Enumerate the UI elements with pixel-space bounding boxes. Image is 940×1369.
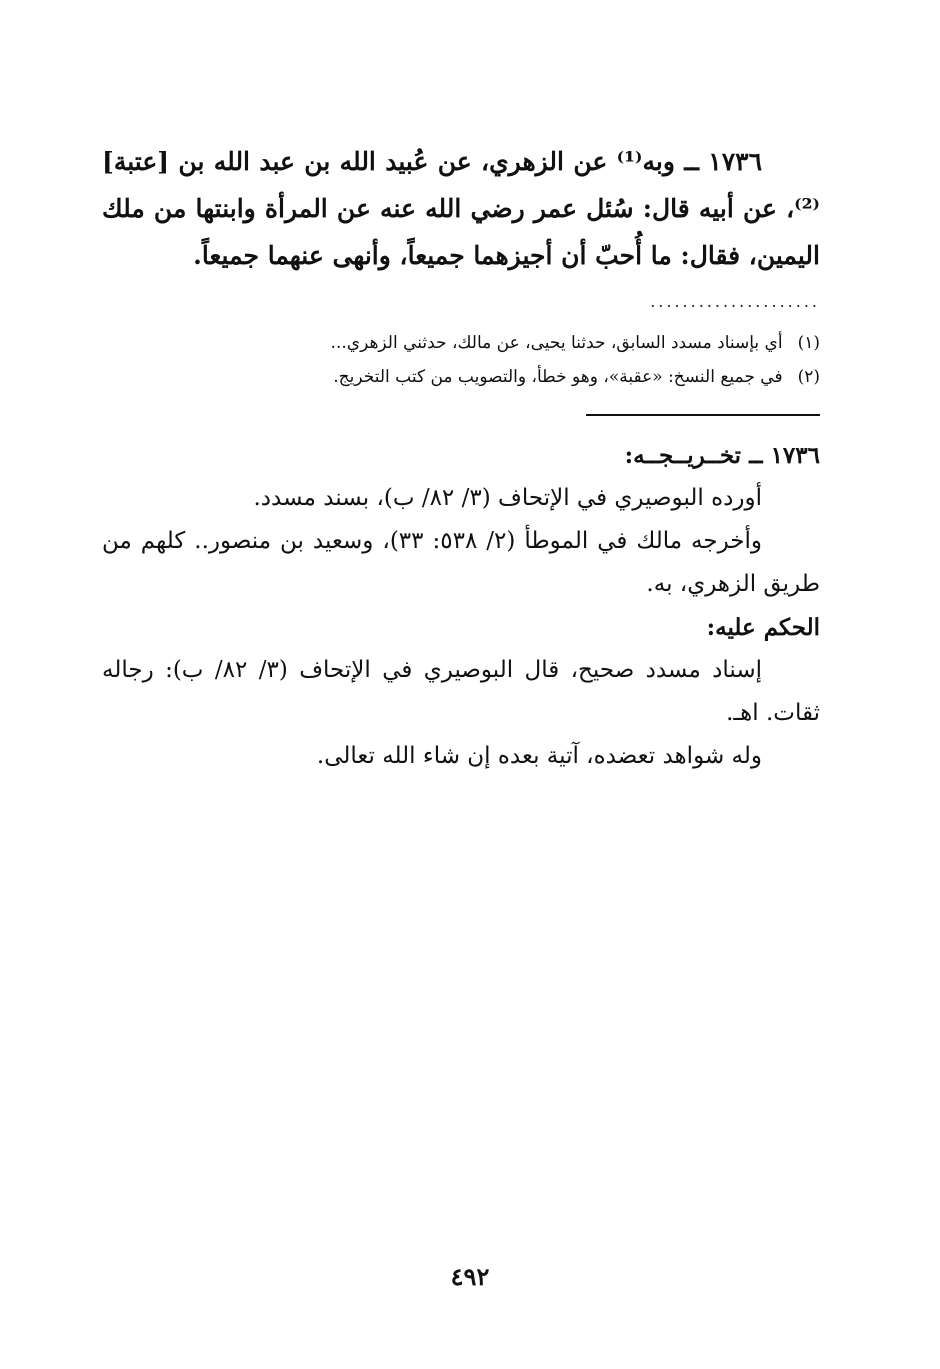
hadith-text-block <box>102 138 820 279</box>
footnotes <box>102 326 820 394</box>
takhrij-paragraph-1: أورده البوصيري في الإتحاف (٣/ ٨٢/ ب)، بسند مسدد. <box>253 485 762 511</box>
hukm-paragraph-2: وله شواهد تعضده، آتية بعده إن شاء الله تعالى. <box>316 743 762 769</box>
takhrij-heading: ١٧٣٦ ــ تخــريــجــه: <box>624 442 820 469</box>
footnote-text: أي بإسناد مسدد السابق، حدثنا يحيى، عن مالك، حدثني الزهري... <box>330 333 783 353</box>
footnote-number: (١) <box>797 333 820 353</box>
page-number: ٤٩٢ <box>450 1262 490 1291</box>
footnote-separator-dots: ..................... <box>650 292 820 311</box>
footnote-text: في جميع النسخ: «عقبة»، وهو خطأ، والتصويب من كتب التخريج. <box>333 367 783 387</box>
takhrij-section <box>102 434 820 606</box>
footnote-2 <box>102 360 820 394</box>
footnote-number: (٢) <box>797 367 820 387</box>
hukm-section <box>102 606 820 778</box>
takhrij-paragraph-2: وأخرجه مالك في الموطأ (٢/ ٥٣٨: ٣٣)، وسعيد بن منصور.. كلهم من طريق الزهري، به. <box>102 528 820 597</box>
section-divider <box>586 414 820 416</box>
hukm-paragraph-1: إسناد مسدد صحيح، قال البوصيري في الإتحاف (٣/ ٨٢/ ب): رجاله ثقات. اهـ. <box>102 657 820 726</box>
hadith-paragraph: ١٧٣٦ ــ وبه⁽¹⁾ عن الزهري، عن عُبيد الله بن عبد الله بن [عتبة]⁽²⁾، عن أبيه قال: سُئل عمر رضي الله عنه عن المرأة وابنتها من ملك اليمين، فقال: ما أُحبّ أن أجيزهما جميعاً، وأنهى عنهما جميعاً. <box>102 147 820 270</box>
footnote-1 <box>102 326 820 360</box>
hukm-heading: الحكم عليه: <box>706 614 820 641</box>
